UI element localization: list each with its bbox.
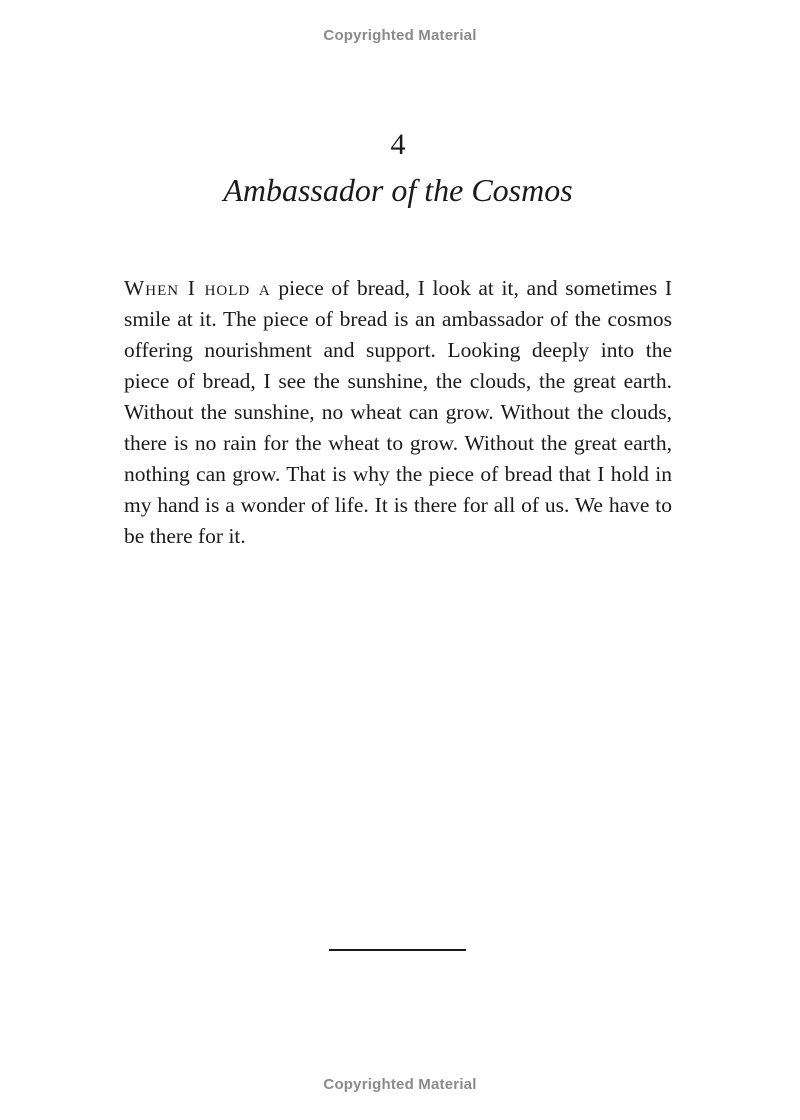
copyright-watermark-bottom: Copyrighted Material bbox=[323, 1076, 477, 1093]
chapter-body-paragraph bbox=[124, 273, 672, 552]
copyright-watermark-top: Copyrighted Material bbox=[323, 27, 477, 44]
lead-in-small-caps: When I hold a bbox=[124, 276, 271, 300]
section-end-rule bbox=[329, 949, 466, 951]
paragraph-text: piece of bread, I look at it, and sometimes I smile at it. The piece of bread is an ambassador of the cosmos offering nourishment and support. Looking deeply into the piece of bread, I see the sunshine, the clouds, the great earth. Without the sunshine, no wheat can grow. Without the clouds, there is no rain for the wheat to grow. Without the great earth, nothing can grow. That is why the piece of bread that I hold in my hand is a wonder of life. It is there for all of us. We have to be there for it. bbox=[124, 276, 672, 548]
chapter-number: 4 bbox=[390, 128, 406, 161]
chapter-title: Ambassador of the Cosmos bbox=[223, 172, 573, 208]
